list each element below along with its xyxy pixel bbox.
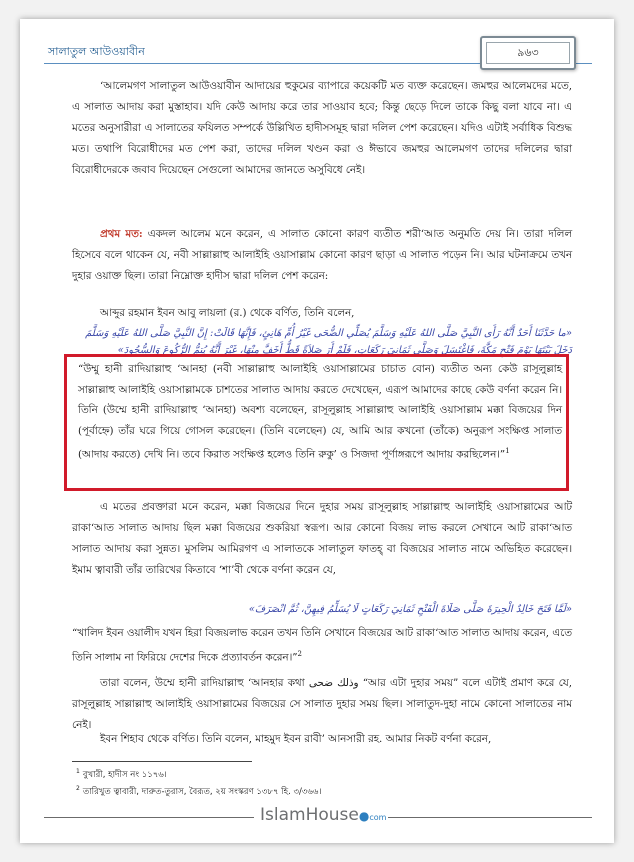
paragraph-6-text: তারা বলেন, উম্মে হানী রাদিয়াল্লাহু ‘আনহার কথা وذلك ضحى “আর এটা দুহার সময়” বলে এটাই প্রমাণ করে যে, রাসূলুল্লাহ সাল্লাল্লাহু আলাইহি ওয়াসাল্লামের বিজয়ের সে সালাত দুহার সময় ছিল। সালাতুদ-দুহা নামে কোনো সালাতের নাম নেই। <box>72 677 572 731</box>
paragraph-6 <box>72 673 572 736</box>
paragraph-4 <box>72 497 572 581</box>
paragraph-4-text: এ মতের প্রবক্তারা মনে করেন, মক্কা বিজয়ের দিনে দুহার সময় রাসূলুল্লাহ সাল্লাল্লাহু আলাইহি ওয়াসাল্লামের আট রাকা‘আত সালাত আদায় ছিল মক্কা বিজয়ের শুকরিয়া স্বরূপ। আর কোনো বিজয় লাভ করলে সেখানে আট রাকা‘আত সালাত আদায় করা সুন্নত। মুসলিম আমিরগণ এ সালাতকে সালাতুল ফাতহ্‌ বা বিজয়ের সালাত নামে অভিহিত করেছেন। ইমাম ত্বাবারী তাঁর তারিখের কিতাবে ‘শা’বী থেকে বর্ণনা করেন যে, <box>72 501 572 576</box>
translation-quote <box>78 359 562 465</box>
page-number: ৯৬৩ <box>486 42 570 64</box>
footer-divider-left <box>44 817 254 818</box>
page-number-badge <box>480 36 576 70</box>
paragraph-5-text: “খালিদ ইবন ওয়ালীদ যখন হিরা বিজয়লাভ করেন তখন তিনি সেখানে বিজয়ের আট রাকা‘আত সালাত আদায় করেন, এতে তিনি সালাম না ফিরিয়ে দেশের দিকে প্রত্যাবর্তন করেন।” <box>72 627 572 664</box>
islamhouse-logo[interactable]: IslamHouse●com <box>260 805 387 825</box>
running-header: সালাতুল আউওয়াবীন <box>48 45 145 58</box>
footer-divider-right <box>388 817 592 818</box>
paragraph-7-text: ইবন শিহাব থেকে বর্ণিত। তিনি বলেন, মাহমুদ ইবন রাবী’ আনসারী রহ. আমার নিকট বর্ণনা করেন, <box>100 733 492 745</box>
footnote-divider <box>72 761 252 762</box>
arabic-hadith-1: «ما حَدَّثَنَا أَحَدٌ أَنَّهُ رَأَى النَّبِيَّ صَلَّى اللهُ عَلَيْهِ وَسَلَّمَ يُصَلِّي الضُّحَى غَيْرُ أُمِّ هَانِئٍ، فَإِنَّهَا قَالَتْ: إِنَّ النَّبِيَّ صَلَّى اللهُ عَلَيْهِ وَسَلَّمَ دَخَلَ بَيْتَهَا يَوْمَ فَتْحِ مَكَّةَ، فَاغْتَسَلَ وَصَلَّى ثَمَانِيَ رَكَعَاتٍ، فَلَمْ أَرَ صَلاَةً قَطُّ أَخَفَّ مِنْهَا، غَيْرَ أَنَّهُ يُتِمُّ الرُّكُوعَ وَالسُّجُودَ» <box>85 328 572 356</box>
footnote-ref-2[interactable]: 2 <box>297 650 302 658</box>
paragraph-3 <box>72 303 572 324</box>
paragraph-2 <box>72 224 572 287</box>
logo-dot-icon: ● <box>358 809 370 823</box>
translation-quote-text: “উম্মু হানী রাদিয়াল্লাহু ‘আনহা (নবী সাল্লাল্লাহু আলাইহি ওয়াসাল্লামের চাচাত বোন) ব্যতীত অন্য কেউ রাসূলুল্লাহ সাল্লাল্লাহু আলাইহি ওয়াসাল্লামকে চাশতের সালাত আদায় করতে দেখেছেন, এরূপ আমাদের কাছে কেউ বর্ণনা করেন নি। তিনি (উম্মে হানী রাদিয়াল্লাহু ‘আনহা) অবশ্য বলেছেন, রাসূলুল্লাহ সাল্লাল্লাহু আলাইহি ওয়াসাল্লাম মক্কা বিজয়ের দিন (পূর্বাহ্নে) তাঁর ঘরে গিয়ে গোসল করেছেন। (তিনি বলেছেন) যে, আমি আর কখনো (তাঁকে) অনুরূপ সংক্ষিপ্ত সালাত (আদায় করতে) দেখি নি। তবে কিরাত সংক্ষিপ্ত হলেও তিনি রুকু’ ও সিজদা পূর্ণাঙ্গরূপে আদায় করছিলেন।” <box>78 363 562 461</box>
document-page <box>20 19 614 843</box>
paragraph-3-text: আব্দুর রহমান ইবন আবু লায়লা (র.) থেকে বর্ণিত, তিনি বলেন, <box>100 307 355 319</box>
footnote-1: $^1$ বুখারী, হাদীস নং ১১৭৬। <box>76 768 167 780</box>
footnote-2: $^2$ তারিখুত ত্বাবারী, দারুত-তুরাস, বৈরূত, ২য় সংস্করণ ১৩৮৭ হি. ৩/৩৬৬। <box>76 785 322 797</box>
paragraph-1 <box>72 76 572 181</box>
paragraph-2-text: একদল আলেম মনে করেন, এ সালাত কোনো কারণ ব্যতীত শরী‘আত অনুমতি দেয় নি। তারা দলিল হিসেবে বলে থাকেন যে, নবী সাল্লাল্লাহু আলাইহি ওয়াসাল্লাম কোনো কারণ ছাড়া এ সালাত পড়েন নি। আর ঘটনাক্রমে তখন দুহার ওয়াক্ত ছিল। তারা নিম্নোক্ত হাদীস দ্বারা দলিল পেশ করেন: <box>72 228 572 282</box>
footnote-ref-1[interactable]: 1 <box>505 447 510 455</box>
paragraph-7 <box>72 729 572 750</box>
paragraph-5 <box>72 623 572 668</box>
arabic-hadith-2: «لَمَّا فَتَحَ خَالِدٌ الْحِيرَةَ صَلَّى صَلَاةَ الْفَتْحِ ثَمَانِيَ رَكَعَاتٍ لَا يُسَلِّمُ فِيهِنَّ، ثُمَّ انْصَرَفَ» <box>248 604 572 615</box>
first-opinion-label: প্রথম মত: <box>100 228 143 240</box>
paragraph-1-text: ‘আলেমগণ সালাতুল আউওয়াবীন আদায়ের হুকুমের ব্যাপারে কয়েকটি মত ব্যক্ত করেছেন। জমহুর আলেমদের মতে, এ সালাত আদায় করা মুস্তাহাব। যদি কেউ আদায় করে তার সাওয়াব হবে; কিন্তু ছেড়ে দিলে তাকে কিছু বলা যাবে না। এ মতের অনুসারীরা এ সালাতের ফযিলত সম্পর্কে উল্লিখিত হাদীসসমূহ দ্বারা দলিল পেশ করেছেন। যদিও এটাই সর্বাধিক বিশুদ্ধ মত। তথাপি বিরোধীদের মত পেশ করা, তাদের দলিল খণ্ডন করা ও ঈভাবে জমহুর আলেমগণ তাদের দলিলের দ্বারা বিরোধীদেরকে জবাব দিয়েছেন সেগুলো আমাদের জানতে অসুবিধে নেই। <box>72 80 573 176</box>
